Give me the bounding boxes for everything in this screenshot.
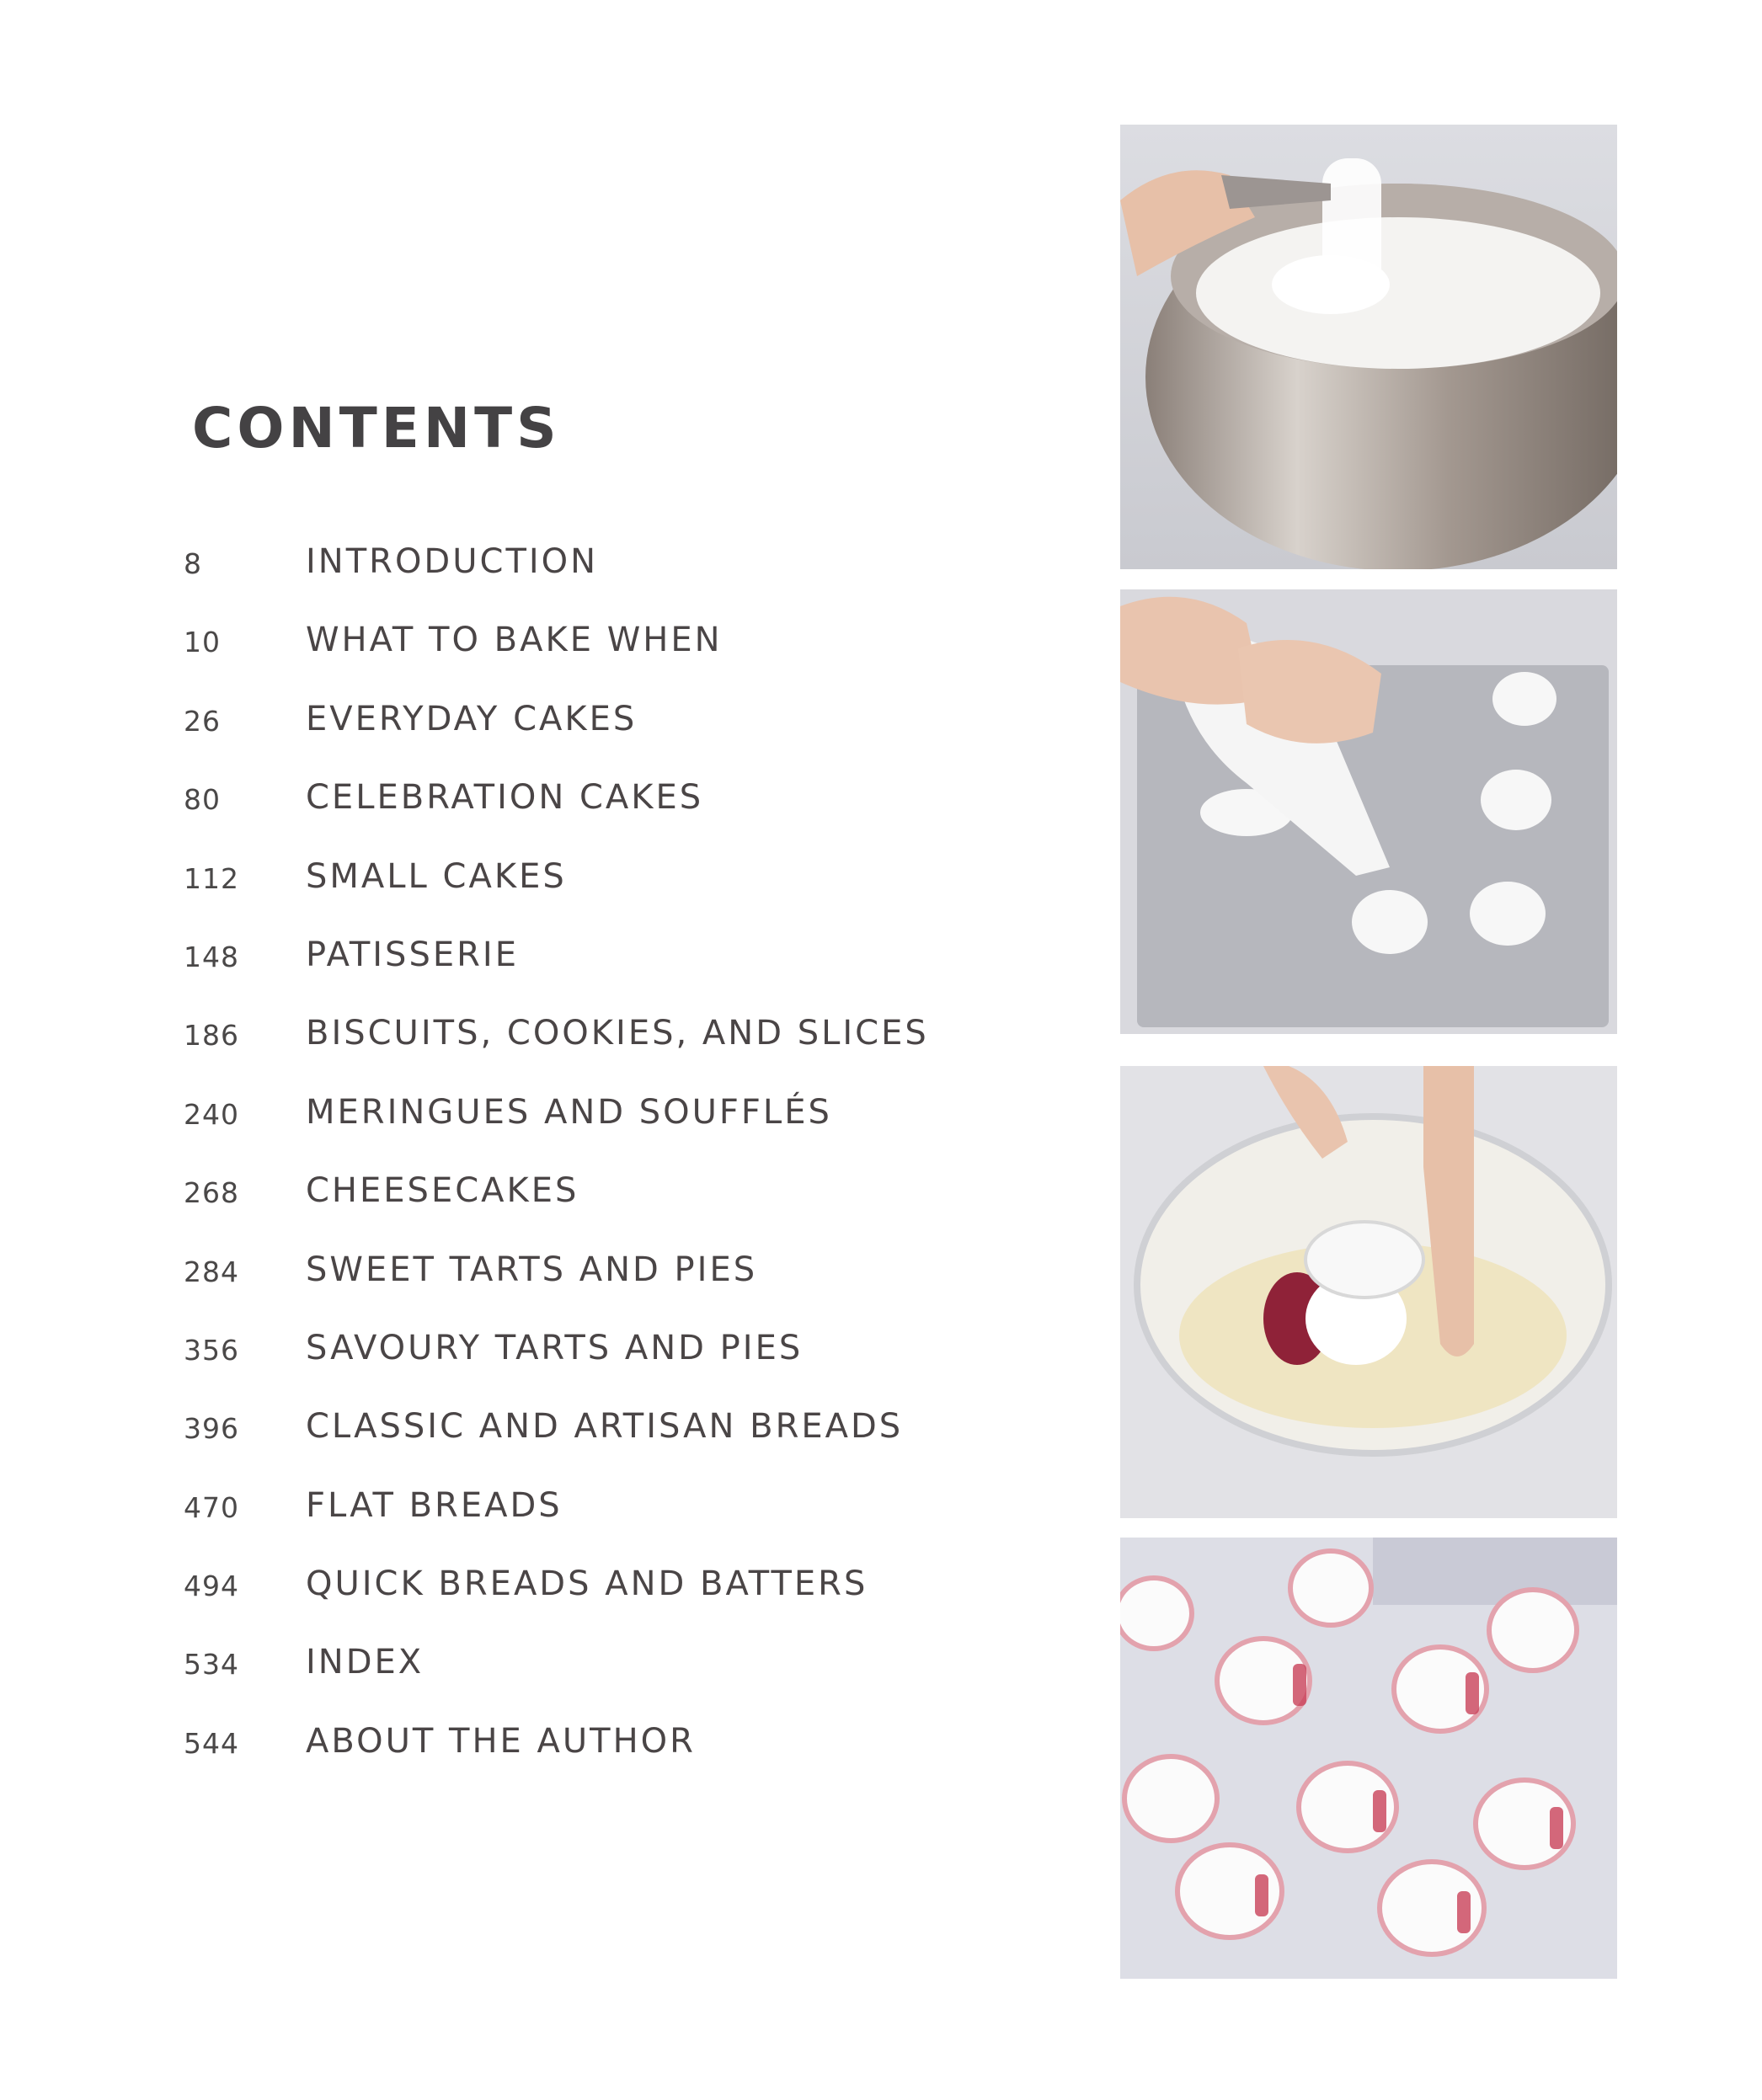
toc-page-number: 8 <box>184 547 202 580</box>
toc-chapter-title: CHEESECAKES <box>306 1171 579 1211</box>
photo-raspberry-meringues <box>1120 1538 1617 1979</box>
toc-page-number: 544 <box>184 1726 239 1760</box>
page-title: CONTENTS <box>192 396 561 461</box>
toc-entry[interactable] <box>184 1092 1026 1176</box>
toc-page-number: 284 <box>184 1255 239 1288</box>
toc-entry[interactable] <box>184 699 1026 783</box>
toc-entry[interactable] <box>184 1171 1026 1255</box>
toc-entry[interactable] <box>184 1564 1026 1648</box>
toc-chapter-title: CLASSIC AND ARTISAN BREADS <box>306 1407 904 1447</box>
toc-entry[interactable] <box>184 1485 1026 1570</box>
toc-entry[interactable] <box>184 935 1026 1019</box>
toc-chapter-title: ABOUT THE AUTHOR <box>306 1721 696 1761</box>
toc-page-number: 148 <box>184 940 239 973</box>
toc-entry[interactable] <box>184 542 1026 626</box>
meringues-image <box>1120 1538 1617 1979</box>
toc-page-number: 186 <box>184 1019 239 1053</box>
toc-page-number: 356 <box>184 1333 239 1367</box>
photo-folding-raspberry <box>1120 1066 1617 1518</box>
toc-entry[interactable] <box>184 1250 1026 1334</box>
toc-page-number: 26 <box>184 704 221 738</box>
toc-entry[interactable] <box>184 778 1026 861</box>
toc-chapter-title: EVERYDAY CAKES <box>306 699 638 738</box>
toc-page-number: 112 <box>184 861 239 895</box>
piping-tray-image <box>1120 589 1617 1034</box>
toc-page-number: 534 <box>184 1648 239 1682</box>
toc-entry[interactable] <box>184 1407 1026 1490</box>
toc-chapter-title: BISCUITS, COOKIES, AND SLICES <box>306 1014 929 1053</box>
toc-entry[interactable] <box>184 621 1026 704</box>
toc-entry[interactable] <box>184 856 1026 941</box>
photo-piping-meringues <box>1120 589 1617 1034</box>
toc-chapter-title: CELEBRATION CAKES <box>306 778 704 818</box>
toc-chapter-title: SAVOURY TARTS AND PIES <box>306 1328 804 1367</box>
toc-chapter-title: FLAT BREADS <box>306 1485 563 1525</box>
toc-chapter-title: SMALL CAKES <box>306 856 567 896</box>
toc-entry[interactable] <box>184 1721 1026 1805</box>
toc-chapter-title: SWEET TARTS AND PIES <box>306 1250 758 1289</box>
table-of-contents <box>184 542 1026 1805</box>
toc-chapter-title: WHAT TO BAKE WHEN <box>306 621 723 660</box>
toc-page-number: 470 <box>184 1490 239 1524</box>
photo-whisking-meringue <box>1120 125 1617 569</box>
whisking-bowl-image <box>1120 125 1617 569</box>
toc-entry[interactable] <box>184 1328 1026 1412</box>
toc-chapter-title: INTRODUCTION <box>306 542 599 581</box>
toc-chapter-title: QUICK BREADS AND BATTERS <box>306 1564 868 1604</box>
toc-chapter-title: MERINGUES AND SOUFFLÉS <box>306 1092 832 1132</box>
toc-page-number: 396 <box>184 1412 239 1446</box>
toc-entry[interactable] <box>184 1014 1026 1097</box>
toc-page-number: 268 <box>184 1176 239 1210</box>
toc-chapter-title: PATISSERIE <box>306 935 519 974</box>
toc-chapter-title: INDEX <box>306 1643 424 1682</box>
glass-bowl-image <box>1120 1066 1617 1518</box>
toc-page-number: 10 <box>184 626 221 659</box>
toc-page-number: 494 <box>184 1570 239 1603</box>
toc-page-number: 80 <box>184 783 221 817</box>
toc-page-number: 240 <box>184 1097 239 1131</box>
toc-entry[interactable] <box>184 1643 1026 1726</box>
